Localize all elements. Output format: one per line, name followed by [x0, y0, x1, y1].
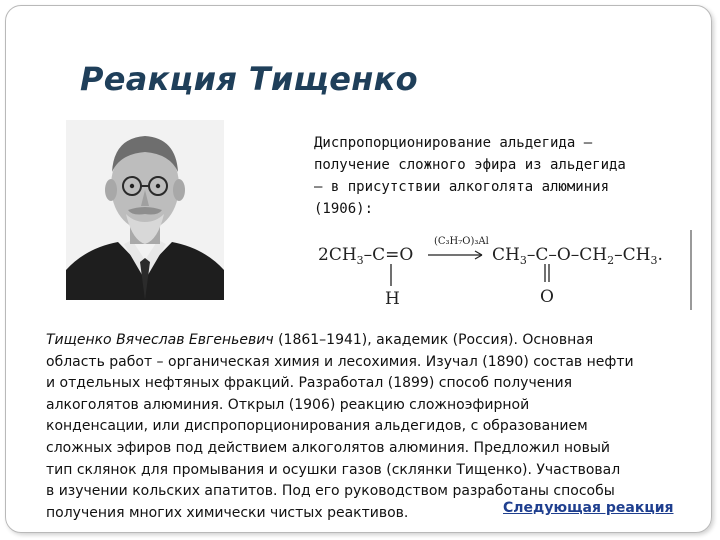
- bio-line: конденсации, или диспропорционирования альдегидов, с образованием: [46, 418, 588, 435]
- portrait-photo: [66, 120, 224, 300]
- bio-line: область работ – органическая химия и лесохимия. Изучал (1890) состав нефти: [46, 353, 634, 370]
- description-line: (1906):: [314, 201, 374, 217]
- equation-reactant: $2CH_3-C=O$: [318, 245, 414, 267]
- description-line: – в присутствии алкоголята алюминия: [314, 179, 610, 195]
- equation-hydrogen: H: [385, 289, 400, 309]
- equation-oxygen: O: [540, 287, 554, 307]
- next-reaction-link[interactable]: Следующая реакция: [503, 500, 674, 516]
- bio-line: в изучении кольских апатитов. Под его руководством разработаны способы: [46, 483, 615, 500]
- description-line: получение сложного эфира из альдегида: [314, 157, 626, 173]
- bio-line: тип склянок для промывания и осушки газов (склянки Тищенко). Участвовал: [46, 461, 621, 478]
- equation-product: $CH_3-C-O-CH_2-CH_3$.: [492, 245, 663, 267]
- description-line: Диспропорционирование альдегида –: [314, 135, 593, 151]
- slide-title: Реакция Тищенко: [80, 60, 418, 98]
- reaction-equation: [310, 230, 692, 310]
- bio-name: Тищенко Вячеслав Евгеньевич: [46, 332, 274, 348]
- bio-line: сложных эфиров под действием алкоголятов алюминия. Предложил новый: [46, 439, 610, 456]
- reaction-description: [314, 132, 664, 220]
- bio-line: и отдельных нефтяных фракций. Разработал (1899) способ получения: [46, 375, 573, 392]
- bio-line: получения многих химически чистых реактивов.: [46, 504, 409, 521]
- bio-line: [46, 330, 696, 352]
- equation-catalyst: (C₃H₇O)₃Al: [434, 236, 489, 247]
- bio-line-rest: (1861–1941), академик (Россия). Основная: [273, 332, 594, 348]
- bio-line: алкоголятов алюминия. Открыл (1906) реакцию сложноэфирной: [46, 396, 530, 413]
- biography-text: [46, 330, 696, 524]
